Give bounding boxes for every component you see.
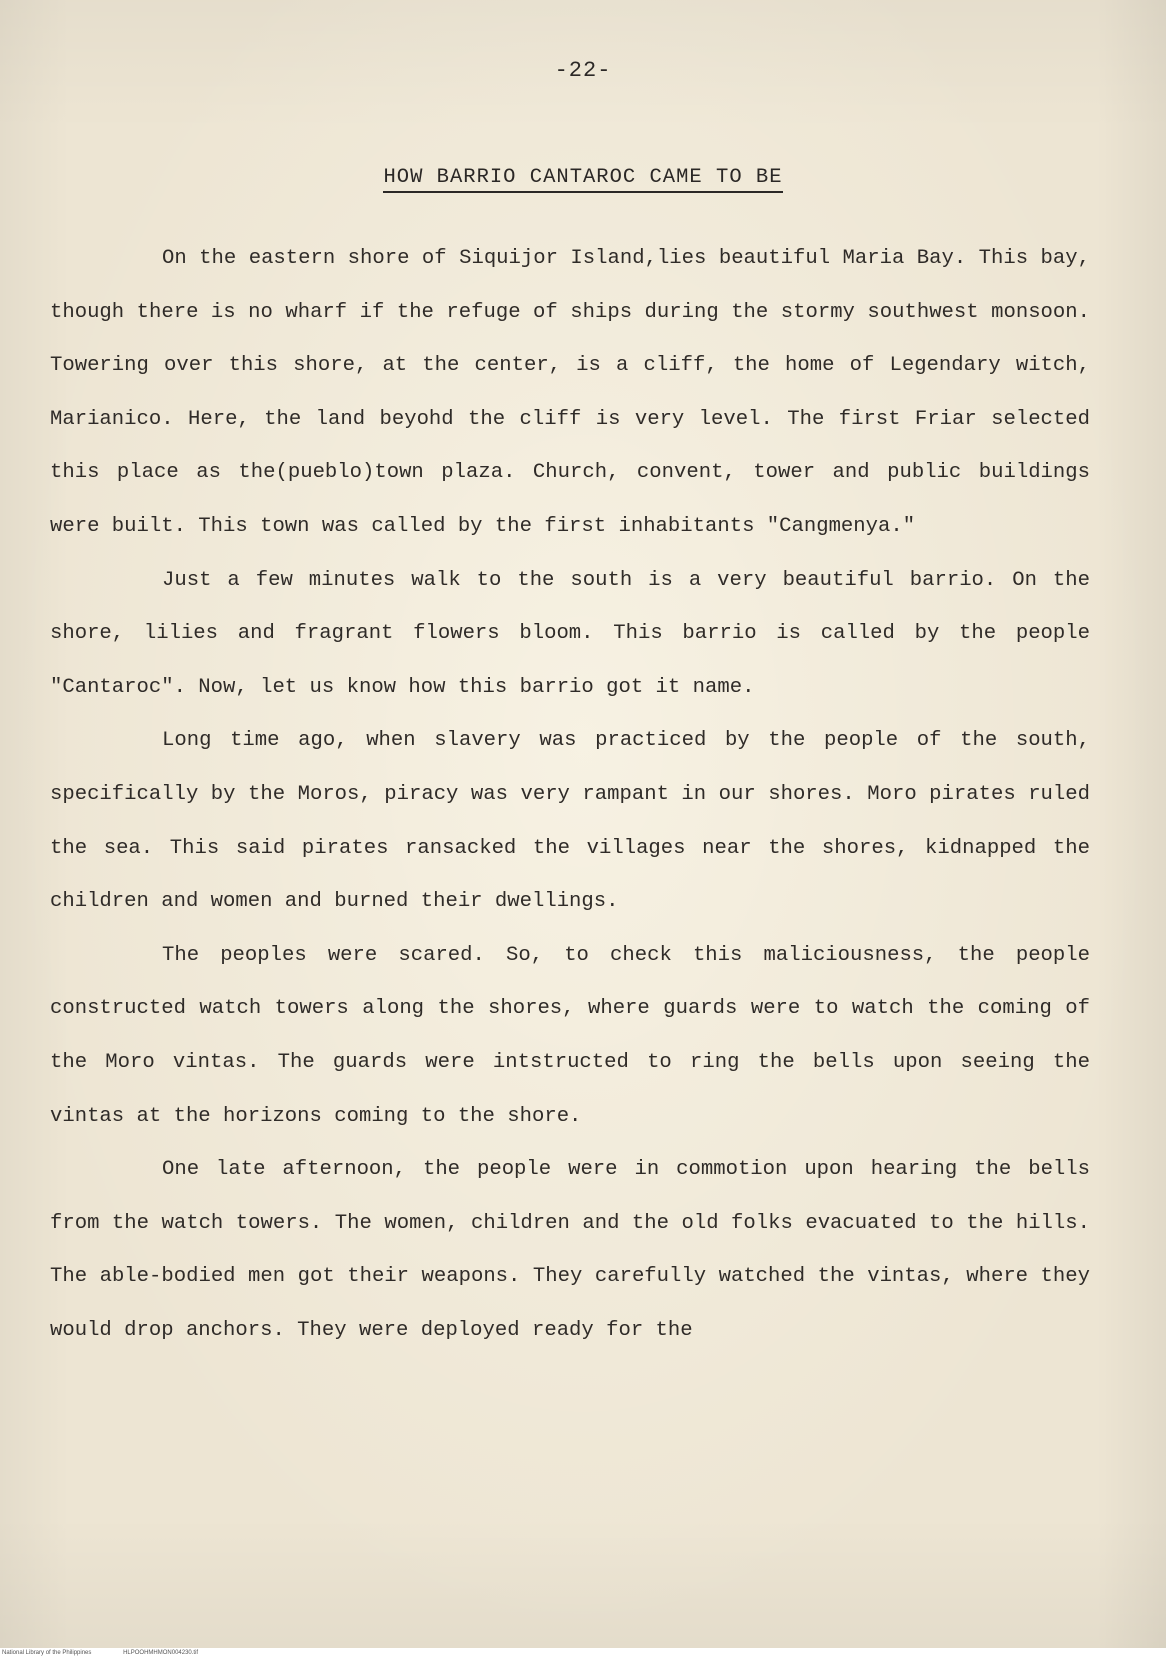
paragraph: Long time ago, when slavery was practiced by the people of the south, specifically by the Moros, piracy was very rampant in our shores. Moro pirates ruled the sea. This said pirates ransacked the villages near the shores, kidnapped the children and women and burned their dwellings.: [50, 729, 1090, 914]
scan-filename: HLPOOHMHMON004230.tif: [123, 1650, 199, 1656]
paragraph: One late afternoon, the people were in commotion upon hearing the bells from the watch towers. The women, children and the old folks evacuated to the hills. The able-bodied men got their weapons. They carefully watched the vintas, where they would drop anchors. They were deployed ready for the: [50, 1158, 1090, 1342]
scan-footer: [0, 1648, 1166, 1658]
page-number: -22-: [554, 58, 612, 83]
document-title-text: HOW BARRIO CANTAROC CAME TO BE: [383, 166, 782, 193]
document-body: [50, 232, 1090, 1357]
paragraph: Just a few minutes walk to the south is a very beautiful barrio. On the shore, lilies and fragrant flowers bloom. This barrio is called by the people "Cantaroc". Now, let us know how this barrio got it name.: [50, 568, 1090, 699]
library-credit: National Library of the Philippines: [2, 1650, 92, 1656]
paragraph: On the eastern shore of Siquijor Island,lies beautiful Maria Bay. This bay, though there is no wharf if the refuge of ships during the stormy southwest monsoon. Towering over this shore, at the center, is a cliff, the home of Legendary witch, Marianico. Here, the land beyohd the cliff is very level. The first Friar selected this place as the(pueblo)town plaza. Church, convent, tower and public buildings were built. This town was called by the first inhabitants "Cangmenya.": [50, 247, 1090, 538]
paragraph: The peoples were scared. So, to check this maliciousness, the people constructed watch towers along the shores, where guards were to watch the coming of the Moro vintas. The guards were intstructed to ring the bells upon seeing the vintas at the horizons coming to the shore.: [50, 943, 1090, 1128]
document-title: [0, 166, 1166, 189]
